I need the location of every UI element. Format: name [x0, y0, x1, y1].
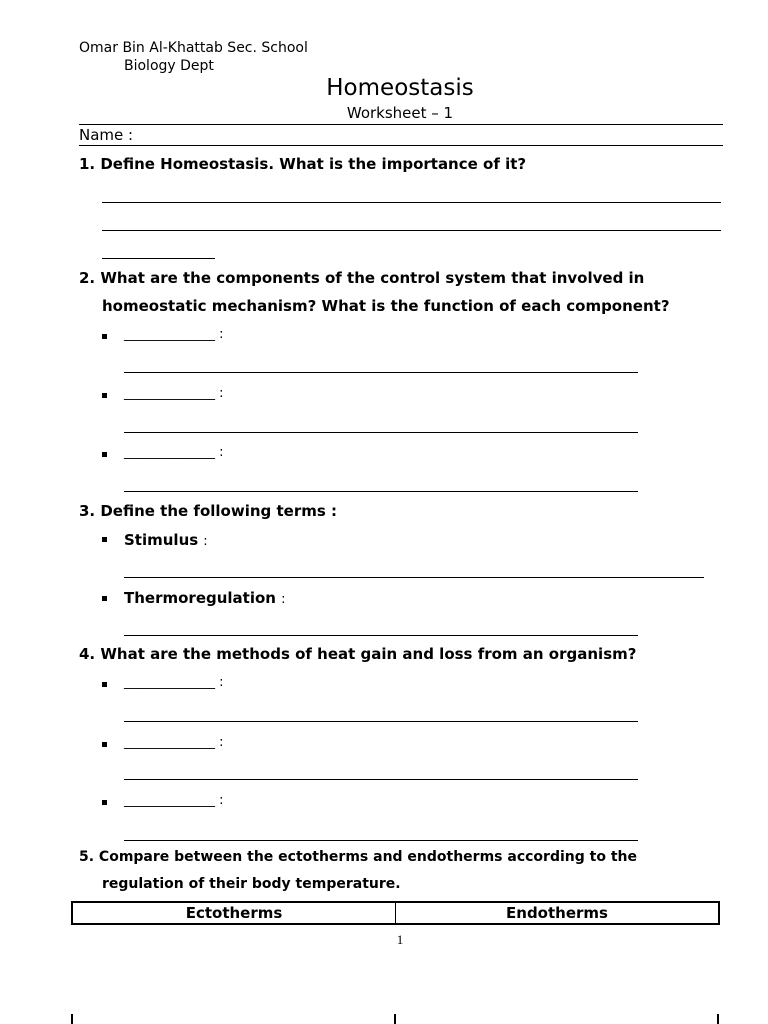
answer-line	[124, 840, 638, 841]
bullet-icon	[102, 334, 107, 339]
table-header-endotherms: Endotherms	[396, 902, 720, 924]
bullet-icon	[102, 537, 107, 542]
name-label: Name :	[79, 126, 134, 144]
question-2-line-2: homeostatic mechanism? What is the function of each component?	[102, 297, 670, 315]
term-colon: :	[281, 592, 286, 607]
component-blank: ______________ :	[124, 386, 224, 401]
question-4: 4. What are the methods of heat gain and loss from an organism?	[79, 645, 637, 663]
question-5-line-1: 5. Compare between the ectotherms and endotherms according to the	[79, 849, 637, 865]
method-blank: ______________ :	[124, 735, 224, 750]
answer-line	[124, 635, 638, 636]
answer-line	[124, 577, 704, 578]
bullet-icon	[102, 393, 107, 398]
method-blank: ______________ :	[124, 675, 224, 690]
bullet-icon	[102, 682, 107, 687]
answer-line	[124, 779, 638, 780]
bullet-icon	[102, 800, 107, 805]
worksheet-title: Homeostasis	[326, 75, 474, 101]
question-3: 3. Define the following terms :	[79, 502, 337, 520]
page-number: 1	[396, 932, 404, 947]
answer-line	[102, 202, 721, 203]
header-rule-top	[79, 124, 723, 125]
worksheet-subtitle: Worksheet – 1	[346, 104, 454, 122]
term-label: Thermoregulation	[124, 589, 276, 607]
table-border-fragment	[71, 1014, 73, 1024]
component-blank: ______________ :	[124, 445, 224, 460]
term-stimulus	[124, 530, 208, 549]
table-border-fragment	[717, 1014, 719, 1024]
term-thermoregulation	[124, 588, 285, 607]
table-header-ectotherms: Ectotherms	[72, 902, 396, 924]
bullet-icon	[102, 452, 107, 457]
question-2-line-1: 2. What are the components of the control system that involved in	[79, 269, 645, 287]
question-5-line-2: regulation of their body temperature.	[102, 876, 401, 892]
bullet-icon	[102, 742, 107, 747]
question-1: 1. Define Homeostasis. What is the importance of it?	[79, 155, 527, 173]
answer-line	[102, 258, 215, 259]
method-blank: ______________ :	[124, 793, 224, 808]
comparison-table	[71, 901, 720, 925]
answer-line	[124, 721, 638, 722]
term-colon: :	[203, 534, 208, 549]
header-rule-bottom	[79, 145, 723, 146]
school-name: Omar Bin Al-Khattab Sec. School	[79, 40, 308, 56]
department-name: Biology Dept	[124, 58, 214, 74]
answer-line	[124, 432, 638, 433]
component-blank: ______________ :	[124, 327, 224, 342]
bullet-icon	[102, 596, 107, 601]
table-border-fragment	[394, 1014, 396, 1024]
answer-line	[102, 230, 721, 231]
answer-line	[124, 372, 638, 373]
term-label: Stimulus	[124, 531, 199, 549]
answer-line	[124, 491, 638, 492]
